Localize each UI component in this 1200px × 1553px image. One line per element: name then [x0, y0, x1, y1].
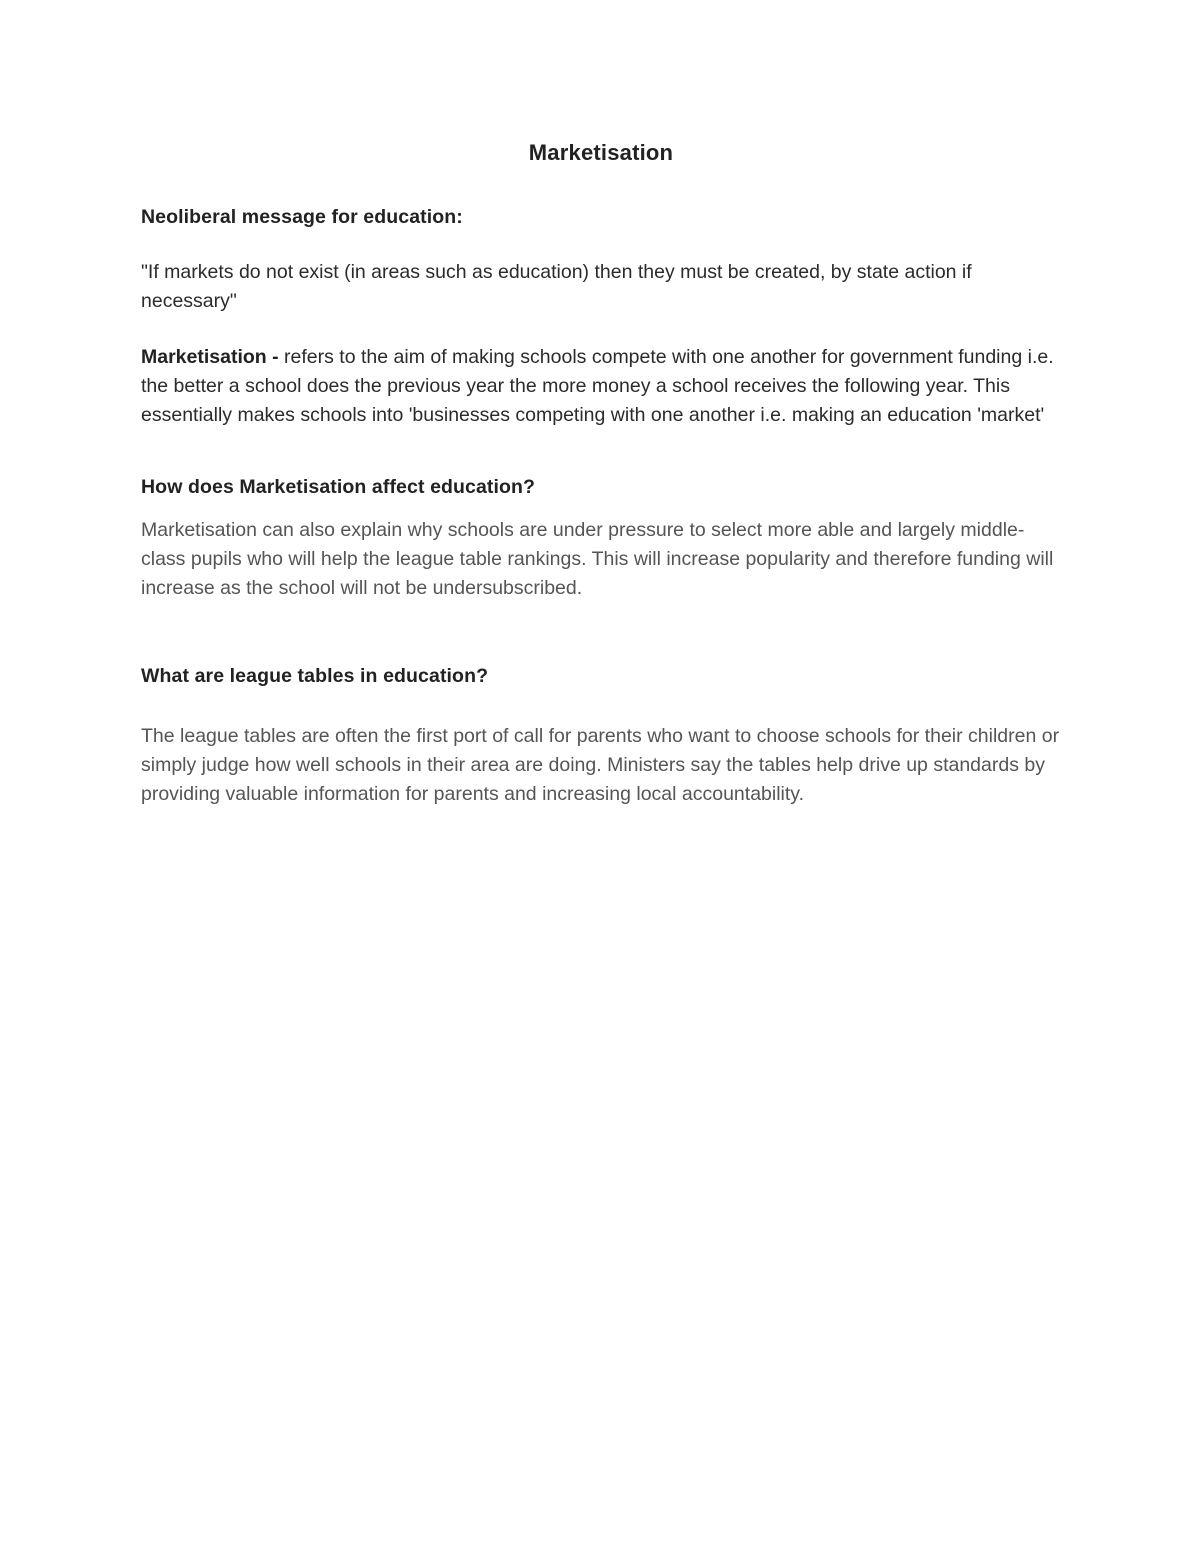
neoliberal-quote: "If markets do not exist (in areas such as education) then they must be created, by state action if necessary"	[141, 261, 972, 312]
document-title: Marketisation	[528, 140, 674, 165]
league-tables-heading: What are league tables in education?	[141, 665, 489, 687]
neoliberal-heading: Neoliberal message for education:	[141, 206, 463, 228]
document-body	[141, 140, 1061, 809]
definition-term: Marketisation -	[141, 346, 279, 368]
marketisation-definition	[141, 343, 1061, 430]
marketisation-effect-heading: How does Marketisation affect education?	[141, 476, 536, 498]
marketisation-effect-text: Marketisation can also explain why schools are under pressure to select more able and largely middle-class pupils who will help the league table rankings. This will increase popularity and therefore funding will increase as the school will not be undersubscribed.	[141, 519, 1054, 599]
definition-text: refers to the aim of making schools compete with one another for government funding i.e. the better a school does the previous year the more money a school receives the following year. This essentially makes schools into 'businesses competing with one another i.e. making an education 'market'	[141, 346, 1054, 426]
league-tables-text: The league tables are often the first port of call for parents who want to choose schools for their children or simply judge how well schools in their area are doing. Ministers say the tables help drive up standards by providing valuable information for parents and increasing local accountability.	[141, 725, 1060, 805]
